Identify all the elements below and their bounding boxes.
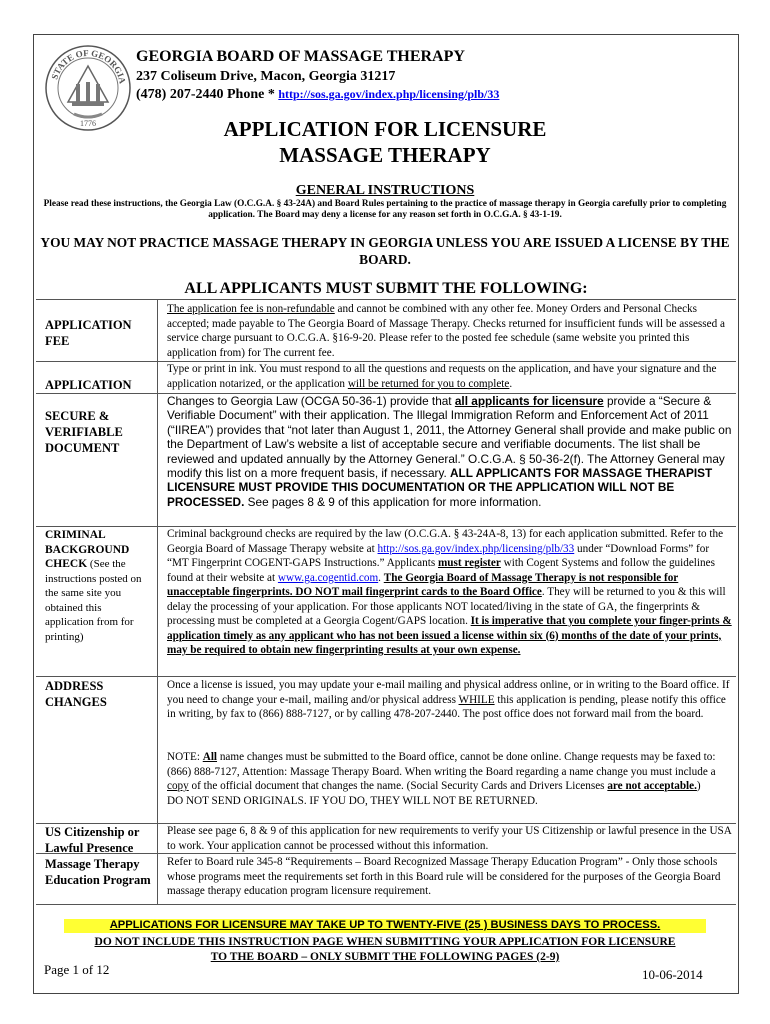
board-forms-link[interactable]: http://sos.ga.gov/index.php/licensing/plb/33: [377, 542, 575, 555]
table-column-divider: [157, 299, 158, 905]
page-subtitle: MASSAGE THERAPY: [279, 143, 491, 167]
general-instructions-heading: GENERAL INSTRUCTIONS: [295, 183, 475, 198]
page-number: Page 1 of 12: [44, 962, 110, 977]
row-text-criminal-background: Criminal background checks are required by the law (O.C.G.A. § 43-24A-8, 13) for each application submitted. Refer to the Georgia Board of Massage Therapy website at http://sos.ga.gov/index.php/licensing/plb/33 under “Download Forms” for “MT Fingerprint COGENT-GAPS Instructions.” Applicants must register with Cogent Systems and follow the guidelines found at their website at www.ga.cogentid.com. The Georgia Board of Massage Therapy is not responsible for unacceptable fingerprints. DO NOT mail fingerprint cards to the Board Office. They will be returned to you & this will delay the processing of your application. For those applicants NOT located/living in the state of GA, the fingerprints & processing must be completed at a Georgia Cogent/GAPS location. It is imperative that you complete your finger-prints & application timely as any applicant who has not been issued a license within six (6) months of the date of your prints, may be required to obtain new fingerprinting results at your own expense.: [167, 528, 732, 656]
row-text-address-changes: Once a license is issued, you may update your e-mail mailing and physical address online, or in writing to the Board office. If you need to change your e-mail, mailing and/or physical address WHILE this application is pending, please notify this office in writing, by fax to (866) 888-7127, or by calling 478-207-2440. The post office does not forward mail from the board.: [167, 679, 730, 720]
row-text-education: Refer to Board rule 345-8 “Requirements – Board Recognized Massage Therapy Education Program” - Only those schools whose programs meet the requirements set forth in this Board rule will be considered for the purposes of the Georgia Board massage therapy education program licensure requirement.: [167, 856, 721, 897]
submission-notice: DO NOT INCLUDE THIS INSTRUCTION PAGE WHEN SUBMITTING YOUR APPLICATION FOR LICENSURE TO THE BOARD – ONLY SUBMIT THE FOLLOWING PAGES (2-9): [94, 936, 676, 963]
row-text-secure-document: Changes to Georgia Law (OCGA 50-36-1) provide that all applicants for licensure provide a “Secure & Verifiable Document” with their application. The Illegal Immigration Reform and Enforcement Act of 2011 (“IIREA”) provides that “not later than August 1, 2011, the Attorney General shall provide and make public on the Department of Law’s website a list of acceptable secure and verifiable documents. The list shall be reviewed and updated annually by the Attorney General.” O.C.G.A. § 50-36-2(f). The Attorney General may modify this list on a more frequent basis, if necessary. ALL APPLICANTS FOR MASSAGE THERAPIST LICENSURE MUST PROVIDE THIS DOCUMENTATION OR THE APPLICATION WILL NOT BE PROCESSED. See pages 8 & 9 of this application for more information.: [167, 394, 732, 509]
row-label-application-fee: APPLICATION FEE: [45, 318, 132, 348]
row-label-citizenship: US Citizenship or Lawful Presence: [45, 825, 140, 855]
row-text-application-fee: The application fee is non-refundable and cannot be combined with any other fee. Money Orders and Personal Checks accepted; made payable to The Georgia Board of Massage Therapy. Checks returned for insufficient funds will be assessed a service charge pursuant to O.C.G.A. §16-9-20. Please refer to the posted fee schedule (same website you printed this application from) for The current fee.: [167, 303, 725, 359]
table-divider: [36, 299, 736, 300]
svg-text:STATE OF GEORGIA: STATE OF GEORGIA: [49, 47, 128, 85]
row-text-application: Type or print in ink. You must respond to all the questions and requests on the application, and have your signature and the application notarized, or the application will be returned for you to complete.: [167, 363, 717, 390]
license-warning: YOU MAY NOT PRACTICE MASSAGE THERAPY IN GEORGIA UNLESS YOU ARE ISSUED A LICENSE BY THE BOARD.: [40, 235, 730, 267]
row-label-education: Massage Therapy Education Program: [45, 857, 151, 887]
row-text-citizenship: Please see page 6, 8 & 9 of this application for new requirements to verify your US Citizenship or lawful presence in the USA to work. Your application cannot be processed without this information.: [167, 825, 732, 852]
table-divider: [36, 904, 736, 905]
row-label-secure-document: SECURE & VERIFIABLE DOCUMENT: [45, 409, 123, 455]
board-name: GEORGIA BOARD OF MASSAGE THERAPY: [136, 48, 465, 65]
board-website-link[interactable]: http://sos.ga.gov/index.php/licensing/plb/33: [278, 87, 500, 101]
svg-text:1776: 1776: [80, 119, 96, 128]
page-title: APPLICATION FOR LICENSURE: [223, 117, 547, 141]
all-applicants-heading: ALL APPLICANTS MUST SUBMIT THE FOLLOWING:: [184, 280, 588, 297]
board-address: 237 Coliseum Drive, Macon, Georgia 31217: [136, 69, 396, 84]
instructions-paragraph: Please read these instructions, the Georgia Law (O.C.G.A. § 43-24A) and Board Rules pertaining to the practice of massage therapy in Georgia carefully prior to completing application. The Board may deny a license for any reason set forth in O.C.G.A. § 43-1-19.: [43, 199, 727, 220]
row-label-application: APPLICATION: [45, 378, 132, 392]
row-label-address-changes: ADDRESS CHANGES: [45, 679, 107, 709]
table-divider: [36, 676, 736, 677]
board-phone: (478) 207-2440 Phone *: [136, 87, 279, 102]
processing-time-notice: APPLICATIONS FOR LICENSURE MAY TAKE UP TO TWENTY-FIVE (25 ) BUSINESS DAYS TO PROCESS.: [109, 919, 661, 931]
revision-date: 10-06-2014: [642, 967, 703, 982]
row-note-name-changes: NOTE: All name changes must be submitted to the Board office, cannot be done online. Change requests may be faxed to: (866) 888-7127, Attention: Massage Therapy Board. When writing the Board regarding a name change you must include a copy of the official document that changes the name. (Social Security Cards and Drivers Licenses are not acceptable.) DO NOT SEND ORIGINALS. IF YOU DO, THEY WILL NOT BE RETURNED.: [167, 751, 716, 807]
cogent-link[interactable]: www.ga.cogentid.com: [277, 571, 379, 584]
row-label-criminal-background: CRIMINAL BACKGROUND CHECK (See the instructions posted on the same site you obtained this application from for printing): [45, 529, 142, 643]
board-contact: [136, 87, 499, 103]
